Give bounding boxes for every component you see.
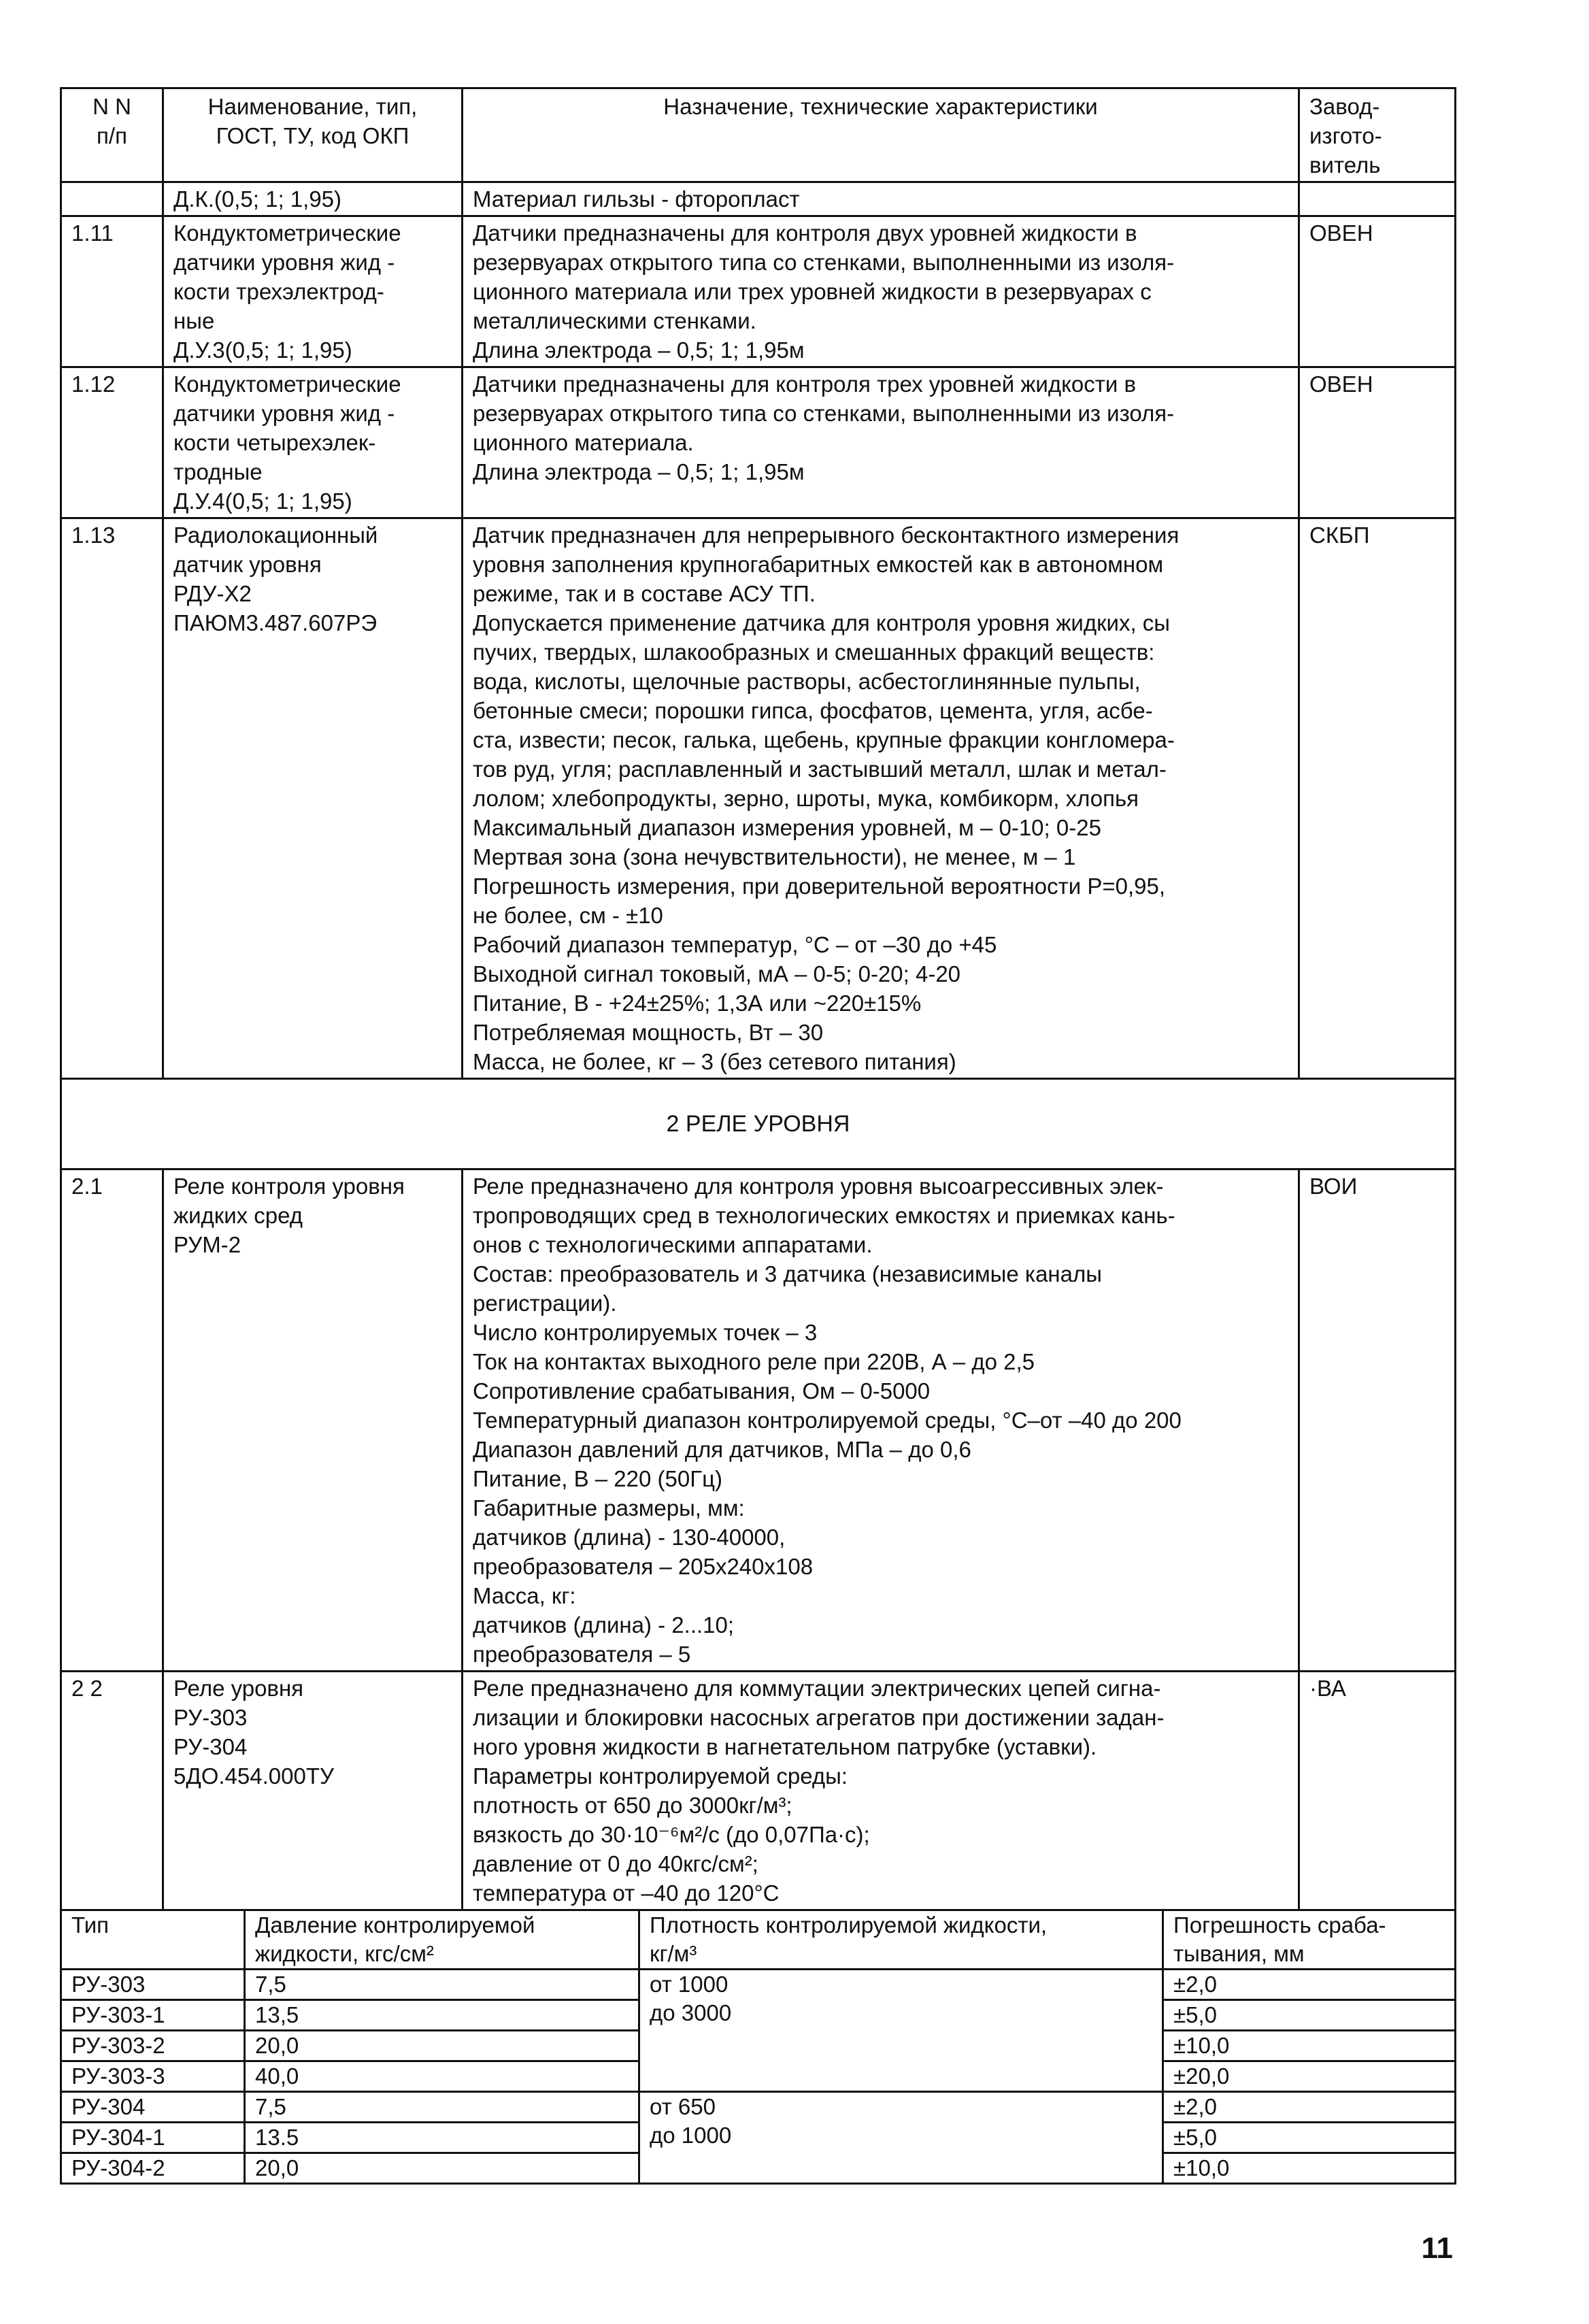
row-manufacturer: СКБП	[1299, 518, 1456, 1079]
text-line: тродные	[173, 459, 263, 484]
text-line: резервуарах открытого типа со стенками, выполненными из изоля-	[473, 401, 1175, 426]
text-line: металлическими стенками.	[473, 308, 756, 333]
text-line: датчиков (длина) - 2...10;	[473, 1612, 735, 1638]
row-description	[463, 518, 1299, 1079]
subtable-pressure: 40,0	[245, 2061, 639, 2092]
section-title: 2 РЕЛЕ УРОВНЯ	[61, 1079, 1456, 1169]
subtable-density	[639, 1970, 1163, 2092]
text-line: онов с технологическими аппаратами.	[473, 1232, 873, 1257]
text-line: Реле предназначено для коммутации электрических цепей сигна-	[473, 1676, 1161, 1701]
row-name	[163, 367, 463, 518]
text-line: кости трехэлектрод-	[173, 279, 384, 304]
text-line: РУМ-2	[173, 1232, 241, 1257]
section-row	[61, 1079, 1456, 1169]
text-line: Д.У.3(0,5; 1; 1,95)	[173, 337, 352, 363]
text-line: Кондуктометрические	[173, 220, 401, 246]
document-page	[60, 87, 1454, 2185]
text-line: Допускается применение датчика для контроля уровня жидких, сы	[473, 610, 1171, 635]
subtable-pressure: 20,0	[245, 2153, 639, 2184]
text-line: РДУ-Х2	[173, 581, 252, 606]
subtable-row	[61, 2092, 1456, 2123]
text-line: Сопротивление срабатывания, Ом – 0-5000	[473, 1378, 931, 1404]
text-line: датчики уровня жид -	[173, 250, 395, 275]
subtable-pressure: 20,0	[245, 2031, 639, 2061]
row-name	[163, 1169, 463, 1672]
text-line: от 1000	[650, 1972, 729, 1997]
text-line: тов руд, угля; расплавленный и застывший металл, шлак и метал-	[473, 757, 1167, 782]
subtable-error: ±2,0	[1163, 2092, 1456, 2123]
text-line: Реле уровня	[173, 1676, 304, 1701]
row-description	[463, 1169, 1299, 1672]
subtable-type: РУ-303-2	[61, 2031, 245, 2061]
text-line: Кондуктометрические	[173, 371, 401, 397]
text-line: Радиолокационный	[173, 522, 378, 548]
text-line: Максимальный диапазон измерения уровней, м – 0-10; 0-25	[473, 815, 1101, 840]
subtable-header-type: Тип	[61, 1910, 245, 1970]
row-number: 1.13	[61, 518, 163, 1079]
text-line: Погрешность измерения, при доверительной вероятности Р=0,95,	[473, 874, 1166, 899]
text-line: ПАЮМ3.487.607РЭ	[173, 610, 378, 635]
text-line: бетонные смеси; порошки гипса, фосфатов, цемента, угля, асбе-	[473, 698, 1153, 723]
text-line: преобразователя – 205х240х108	[473, 1554, 814, 1579]
text-line: Число контролируемых точек – 3	[473, 1320, 818, 1345]
row-number: 2 2	[61, 1672, 163, 1910]
row-manufacturer: ВОИ	[1299, 1169, 1456, 1672]
text-line: Реле предназначено для контроля уровня высоагрессивных элек-	[473, 1174, 1164, 1199]
text-line: до 1000	[650, 2123, 732, 2148]
text-line: плотность от 650 до 3000кг/м³;	[473, 1793, 792, 1818]
text-line: ные	[173, 308, 215, 333]
text-line: датчики уровня жид -	[173, 401, 395, 426]
subtable-pressure: 7,5	[245, 1970, 639, 2000]
text-line: Длина электрода – 0,5; 1; 1,95м	[473, 337, 805, 363]
text-line: Мертвая зона (зона нечувствительности), не менее, м – 1	[473, 844, 1076, 869]
header-description: Назначение, технические характеристики	[463, 88, 1299, 182]
text-line: ста, извести; песок, галька, щебень, крупные фракции конгломера-	[473, 727, 1175, 752]
row-description	[463, 1672, 1299, 1910]
text-line: датчик уровня	[173, 552, 322, 577]
text-line: ционного материала.	[473, 430, 694, 455]
text-line: лизации и блокировки насосных агрегатов при достижении задан-	[473, 1705, 1165, 1730]
text-line: кости четырехэлек-	[173, 430, 376, 455]
row-description: Материал гильзы - фторопласт	[463, 182, 1299, 216]
subtable-pressure: 13.5	[245, 2123, 639, 2153]
text-line: от 650	[650, 2094, 716, 2119]
text-line: ционного материала или трех уровней жидкости в резервуарах с	[473, 279, 1152, 304]
text-line: тропроводящих сред в технологических емкостях и приемках кань-	[473, 1203, 1175, 1228]
text-line: датчиков (длина) - 130-40000,	[473, 1525, 786, 1550]
row-description	[463, 216, 1299, 367]
text-line: Потребляемая мощность, Вт – 30	[473, 1020, 824, 1045]
subtable-density	[639, 2092, 1163, 2184]
subtable-type: РУ-303-1	[61, 2000, 245, 2031]
subtable-type: РУ-303	[61, 1970, 245, 2000]
subtable-type: РУ-304-2	[61, 2153, 245, 2184]
subtable-header-density: Плотность контролируемой жидкости, кг/м³	[639, 1910, 1163, 1970]
header-name: Наименование, тип, ГОСТ, ТУ, код ОКП	[163, 88, 463, 182]
subtable-error: ±5,0	[1163, 2000, 1456, 2031]
header-number: N N п/п	[61, 88, 163, 182]
text-line: Д.У.4(0,5; 1; 1,95)	[173, 488, 352, 514]
table-row	[61, 518, 1456, 1079]
row-name: Д.К.(0,5; 1; 1,95)	[163, 182, 463, 216]
text-line: резервуарах открытого типа со стенками, выполненными из изоля-	[473, 250, 1175, 275]
text-line: Датчики предназначены для контроля трех уровней жидкости в	[473, 371, 1137, 397]
subtable-header-row	[61, 1910, 1456, 1970]
text-line: температура от –40 до 120°С	[473, 1880, 780, 1906]
header-manufacturer: Завод- изгото- витель	[1299, 88, 1456, 182]
text-line: Диапазон давлений для датчиков, МПа – до 0,6	[473, 1437, 971, 1462]
text-line: лолом; хлебопродукты, зерно, шроты, мука, комбикорм, хлопья	[473, 786, 1139, 811]
text-line: преобразователя – 5	[473, 1642, 691, 1667]
subtable-error: ±20,0	[1163, 2061, 1456, 2092]
row-number: 1.12	[61, 367, 163, 518]
table-header-row	[61, 88, 1456, 182]
row-number: 2.1	[61, 1169, 163, 1672]
page-number: 11	[1421, 2231, 1453, 2265]
subtable-error: ±10,0	[1163, 2153, 1456, 2184]
subtable-type: РУ-304-1	[61, 2123, 245, 2153]
row-name	[163, 216, 463, 367]
text-line: Масса, кг:	[473, 1583, 576, 1608]
row-name	[163, 518, 463, 1079]
table-row	[61, 367, 1456, 518]
text-line: Выходной сигнал токовый, мА – 0-5; 0-20; 4-20	[473, 961, 961, 986]
text-line: Габаритные размеры, мм:	[473, 1495, 745, 1521]
row-manufacturer: ОВЕН	[1299, 367, 1456, 518]
text-line: вязкость до 30·10⁻⁶м²/с (до 0,07Па·с);	[473, 1822, 870, 1847]
text-line: давление от 0 до 40кгс/см²;	[473, 1851, 758, 1876]
subtable-header-error: Погрешность сраба- тывания, мм	[1163, 1910, 1456, 1970]
text-line: Питание, В – 220 (50Гц)	[473, 1466, 722, 1491]
subtable-pressure: 13,5	[245, 2000, 639, 2031]
row-name	[163, 1672, 463, 1910]
text-line: до 3000	[650, 2000, 732, 2025]
text-line: Температурный диапазон контролируемой среды, °С–от –40 до 200	[473, 1408, 1182, 1433]
text-line: РУ-303	[173, 1705, 248, 1730]
text-line: Датчики предназначены для контроля двух уровней жидкости в	[473, 220, 1137, 246]
text-line: режиме, так и в составе АСУ ТП.	[473, 581, 816, 606]
text-line: Реле контроля уровня	[173, 1174, 405, 1199]
main-table	[60, 87, 1456, 1911]
subtable-row	[61, 1970, 1456, 2000]
text-line: уровня заполнения крупногабаритных емкостей как в автономном	[473, 552, 1164, 577]
text-line: 5ДО.454.000ТУ	[173, 1763, 334, 1789]
table-row	[61, 1169, 1456, 1672]
text-line: регистрации).	[473, 1291, 617, 1316]
text-line: ного уровня жидкости в нагнетательном патрубке (уставки).	[473, 1734, 1097, 1759]
row-manufacturer: ОВЕН	[1299, 216, 1456, 367]
text-line: РУ-304	[173, 1734, 248, 1759]
text-line: Питание, В - +24±25%; 1,3А или ~220±15%	[473, 991, 922, 1016]
table-row	[61, 1672, 1456, 1910]
subtable-type: РУ-303-3	[61, 2061, 245, 2092]
table-row	[61, 182, 1456, 216]
text-line: Масса, не более, кг – 3 (без сетевого питания)	[473, 1049, 956, 1074]
text-line: не более, см - ±10	[473, 903, 663, 928]
row-description	[463, 367, 1299, 518]
text-line: Параметры контролируемой среды:	[473, 1763, 848, 1789]
text-line: жидких сред	[173, 1203, 303, 1228]
relay-types-table	[60, 1909, 1456, 2185]
text-line: Состав: преобразователь и 3 датчика (независимые каналы	[473, 1261, 1102, 1286]
text-line: Длина электрода – 0,5; 1; 1,95м	[473, 459, 805, 484]
row-manufacturer: ·ВА	[1299, 1672, 1456, 1910]
subtable-header-pressure: Давление контролируемой жидкости, кгс/см²	[245, 1910, 639, 1970]
text-line: Ток на контактах выходного реле при 220В, А – до 2,5	[473, 1349, 1035, 1374]
subtable-pressure: 7,5	[245, 2092, 639, 2123]
text-line: вода, кислоты, щелочные растворы, асбестоглинянные пульпы,	[473, 669, 1141, 694]
table-row	[61, 216, 1456, 367]
subtable-error: ±10,0	[1163, 2031, 1456, 2061]
text-line: Датчик предназначен для непрерывного бесконтактного измерения	[473, 522, 1180, 548]
subtable-error: ±2,0	[1163, 1970, 1456, 2000]
subtable-error: ±5,0	[1163, 2123, 1456, 2153]
text-line: пучих, твердых, шлакообразных и смешанных фракций веществ:	[473, 640, 1155, 665]
row-number: 1.11	[61, 216, 163, 367]
text-line: Рабочий диапазон температур, °С – от –30 до +45	[473, 932, 997, 957]
subtable-type: РУ-304	[61, 2092, 245, 2123]
